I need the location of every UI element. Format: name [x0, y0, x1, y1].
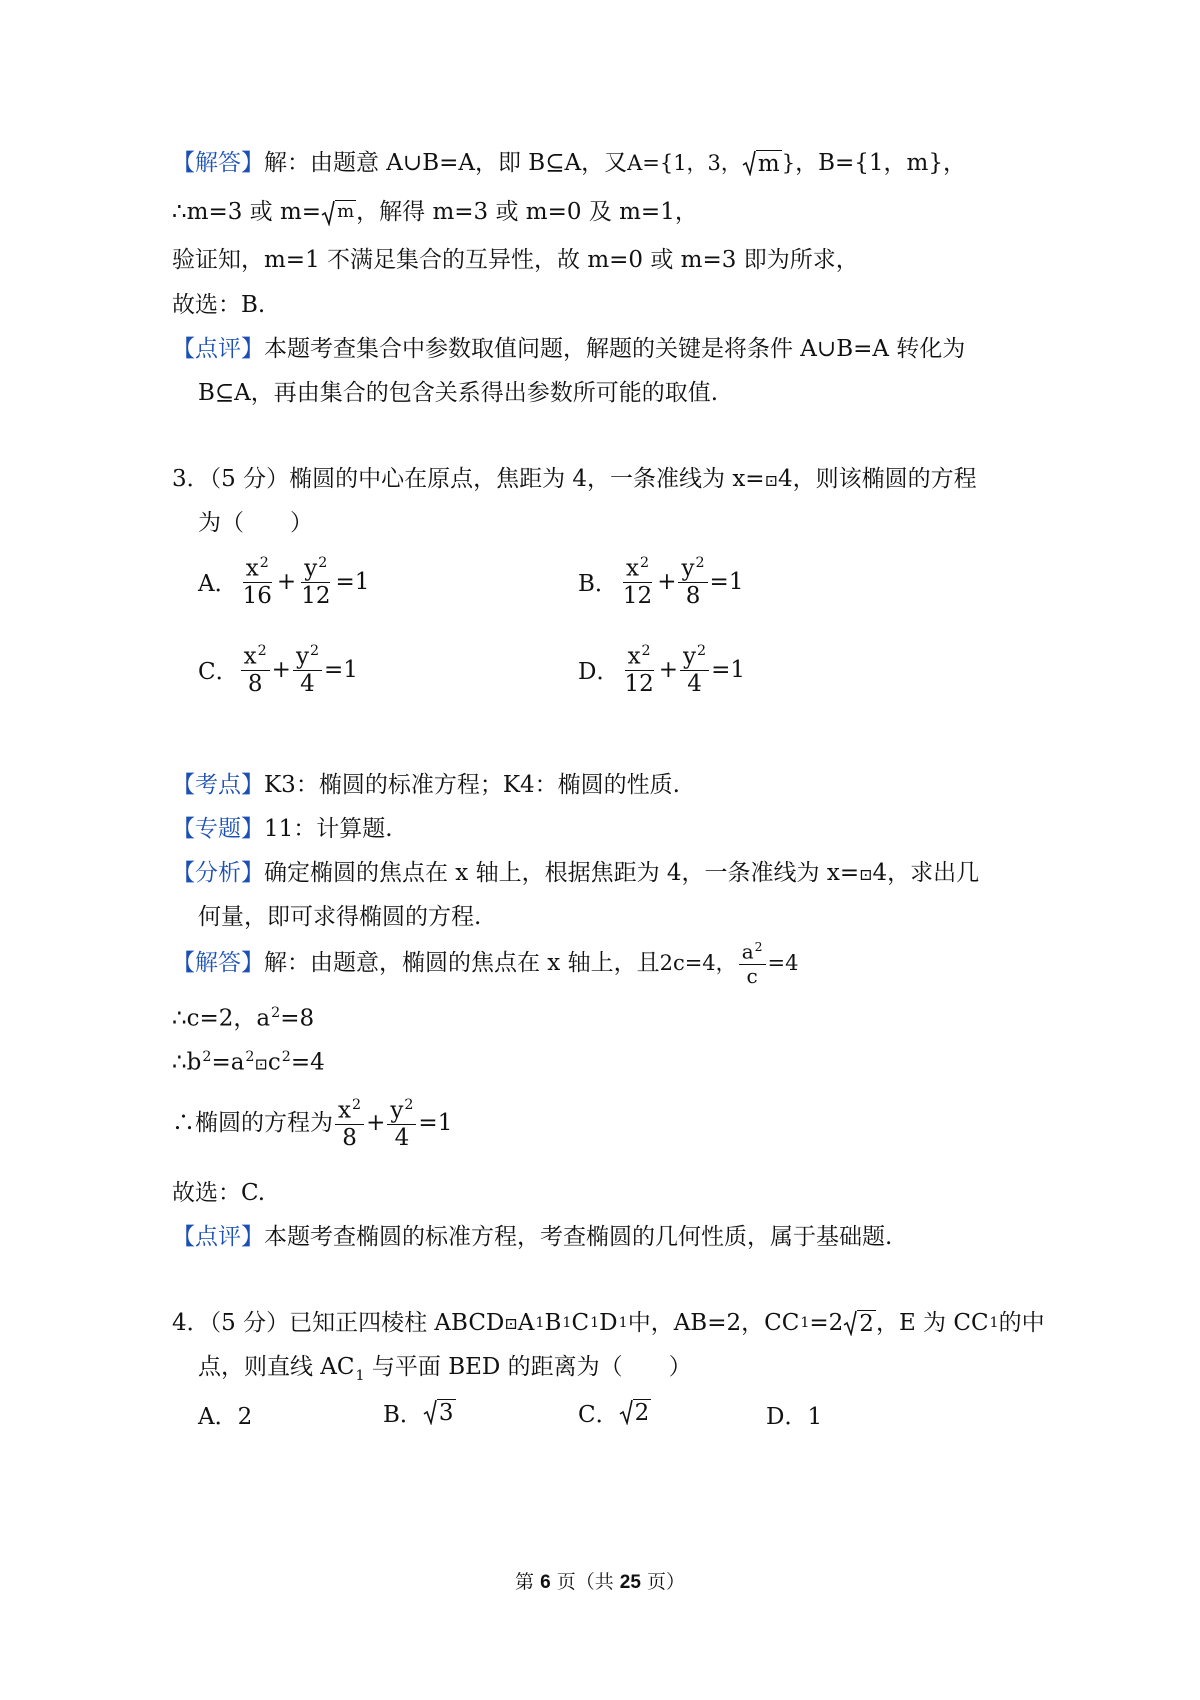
q2-comment-line-1: 【点评】本题考查集合中参数取值问题，解题的关键是将条件 A∪B=A 转化为 [172, 336, 966, 362]
answer-tag: 【解答】 [172, 150, 264, 176]
q3-option-d[interactable]: D． $\frac{x^2}{12}$ + $\frac{y^2}{4}$ =1 [578, 643, 745, 697]
q4-option-d[interactable]: D．1 [766, 1404, 823, 1430]
q4-option-c[interactable]: C． 2 [578, 1399, 650, 1428]
q2-answer-line-1: 【解答】解：由题意 A∪B=A，即 B⊆A，又A={1，3， m }，B={1，m}， [172, 150, 966, 178]
q3-option-a[interactable]: A． $\frac{x^2}{16}$ + $\frac{y^2}{12}$ =1 [198, 555, 370, 609]
q3-option-b[interactable]: B． $\frac{x^2}{12}$ + $\frac{y^2}{8}$ =1 [578, 555, 744, 609]
q4-option-a[interactable]: A．2 [198, 1404, 253, 1430]
q3-kaodian: 【考点】K3：椭圆的标准方程；K4：椭圆的性质. [172, 772, 680, 798]
q2-answer-line-2: ∴m=3 或 m= m ，解得 m=3 或 m=0 及 m=1， [172, 199, 698, 225]
missing-glyph: ⊡ [254, 1054, 268, 1074]
missing-glyph: ⊡ [504, 1314, 518, 1334]
q3-jieda-line-1: 【解答】 解：由题意，椭圆的焦点在 x 轴上，且 2c=4， $\frac{a^2}{c}$ =4 [172, 939, 799, 988]
q2-answer-line-3: 验证知，m=1 不满足集合的互异性，故 m=0 或 m=3 即为所求， [172, 247, 859, 273]
q3-fenxi-line-2: 何量，即可求得椭圆的方程. [198, 904, 482, 930]
q3-choose: 故选：C. [172, 1180, 266, 1206]
q3-stem-line-1: 3．（5 分）椭圆的中心在原点，焦距为 4，一条准线为 x=⊡4，则该椭圆的方程 [172, 466, 977, 492]
q2-comment-line-2: B⊆A，再由集合的包含关系得出参数所可能的取值. [198, 380, 719, 406]
page-footer: 第 6 页（共 25 页） [515, 1571, 685, 1593]
q2-answer-line-4: 故选：B. [172, 292, 266, 318]
q3-zhuanti: 【专题】11：计算题. [172, 816, 393, 842]
sqrt-m: m [742, 150, 782, 177]
sqrt-2: 2 [843, 1310, 876, 1337]
q3-line-b: $\therefore b^2=a^2⊡c^2=4$ [172, 1049, 325, 1076]
comment-tag: 【点评】 [172, 336, 264, 362]
q3-ellipse-equation: ∴椭圆的方程为 $\frac{x^2}{8}$ + $\frac{y^2}{4}$ =1 [172, 1097, 453, 1151]
q3-stem-line-2: 为（ ） [198, 510, 313, 536]
q3-fenxi-line-1: 【分析】确定椭圆的焦点在 x 轴上，根据焦距为 4，一条准线为 x=⊡4，求出几 [172, 860, 980, 886]
q3-dianping: 【点评】本题考查椭圆的标准方程，考查椭圆的几何性质，属于基础题. [172, 1224, 893, 1250]
missing-glyph: ⊡ [859, 865, 873, 884]
q3-line-c: ∴c=2，$a^2=8$ [172, 1005, 315, 1032]
q3-option-c[interactable]: C． $\frac{x^2}{8}$ + $\frac{y^2}{4}$ =1 [198, 643, 358, 697]
q4-stem-line-1: 4．（5 分）已知正四棱柱 ABCD ⊡ A 1 B 1 C 1 D 1 中，AB=2，CC 1 =2 2 ，E 为 CC 1 的中 [172, 1310, 1045, 1338]
q4-option-b[interactable]: B． 3 [383, 1399, 454, 1428]
q4-stem-line-2: 点，则直线 $AC_1$ 与平面 BED 的距离为（ ） [198, 1354, 692, 1384]
missing-glyph: ⊡ [764, 471, 778, 490]
sqrt-m: m [321, 200, 356, 226]
